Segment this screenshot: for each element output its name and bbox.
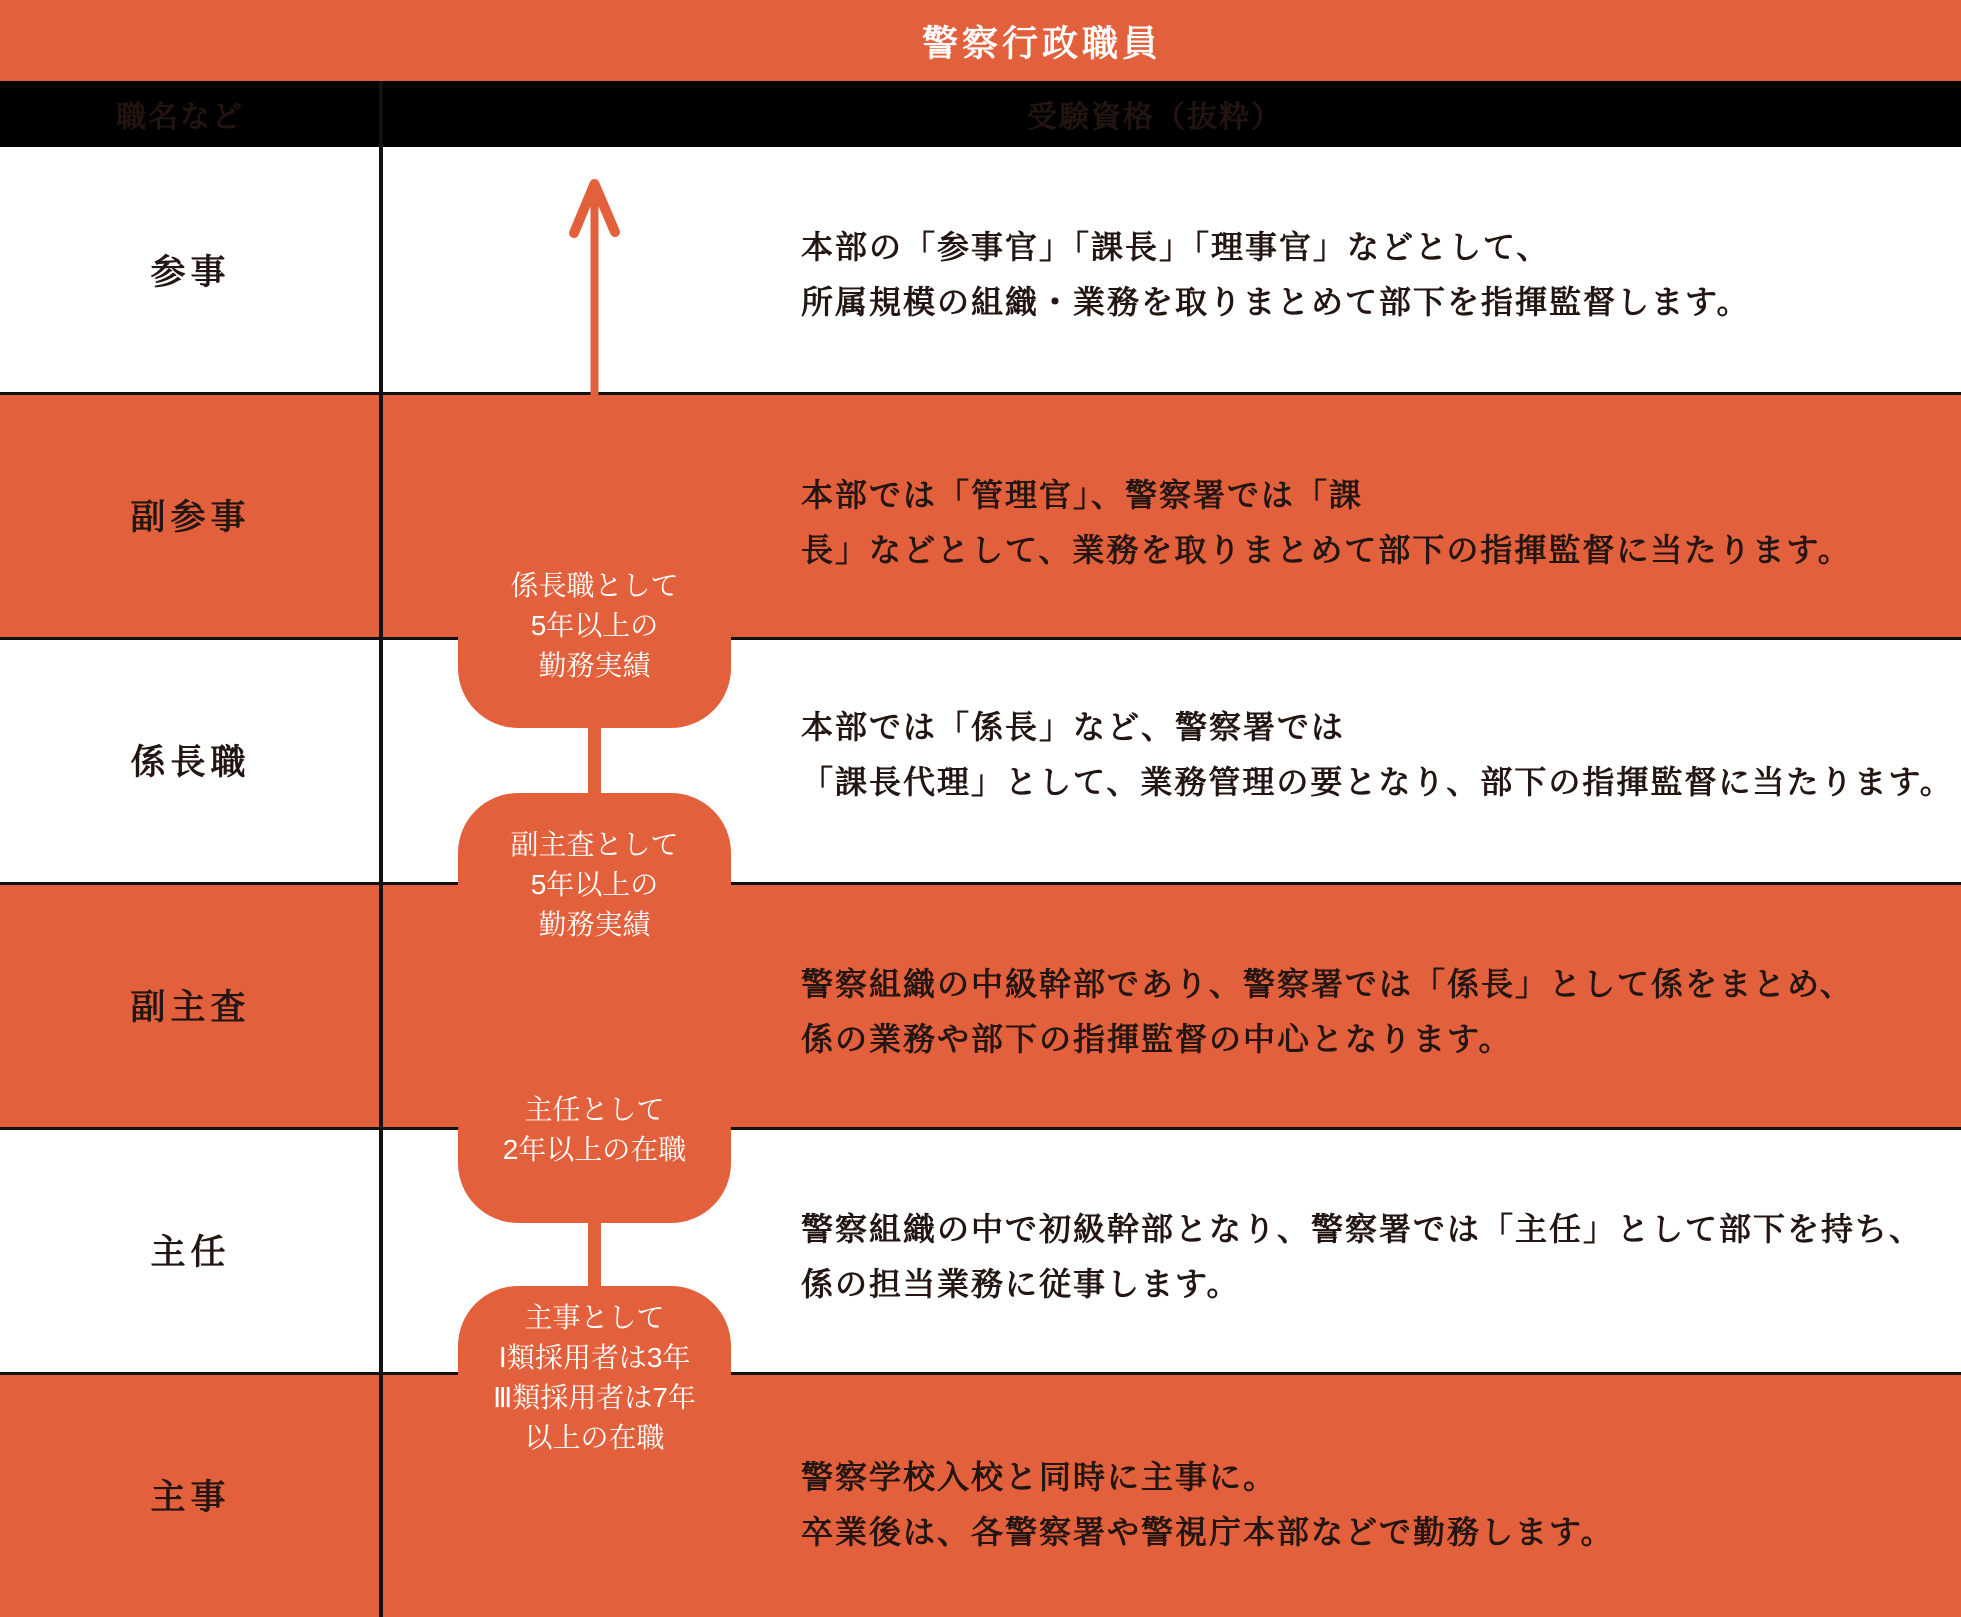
row-border-line (0, 392, 1961, 395)
rank-label-shuji: 主事 (150, 1478, 231, 1517)
rank-label-kakarichoshoku: 係長職 (130, 743, 251, 782)
promotion-step-line: 係長職として (510, 570, 679, 601)
description-line: 本部では「係長」など、警察署では (801, 709, 1346, 745)
promotion-step-line: Ⅰ類採用者は3年 (498, 1342, 691, 1373)
description-line: 係の業務や部下の指揮監督の中心となります。 (801, 1021, 1513, 1057)
row-border-line (0, 1372, 1961, 1375)
title-bar (0, 0, 1961, 81)
rank-label-fukusanji: 副参事 (130, 498, 251, 537)
description-line: 長」などとして、業務を取りまとめて部下の指揮監督に当たります。 (801, 532, 1852, 568)
description-line: 本部の「参事官」「課長」「理事官」などとして、 (801, 229, 1551, 265)
description-line: 警察組織の中で初級幹部となり、警察署では「主任」として部下を持ち、 (801, 1211, 1924, 1247)
description-line: 警察組織の中級幹部であり、警察署では「係長」として係をまとめ、 (801, 966, 1854, 1002)
promotion-step-line: 勤務実績 (538, 909, 651, 940)
column-header-job-title: 職名など (116, 101, 244, 134)
promotion-step-line: 主事として (524, 1302, 665, 1333)
description-line: 「課長代理」として、業務管理の要となり、部下の指揮監督に当たります。 (801, 764, 1954, 800)
rank-label-fukushusa: 副主査 (130, 988, 251, 1027)
row-border-line (0, 1127, 1961, 1130)
description-line: 卒業後は、各警察署や警視庁本部などで勤務します。 (801, 1514, 1615, 1550)
rank-description-shunin (801, 1202, 1923, 1312)
row-border-line (0, 882, 1961, 885)
rank-description-shuji (801, 1450, 1614, 1560)
promotion-step-line: 2年以上の在職 (502, 1134, 687, 1165)
promotion-step-line: 主任として (524, 1094, 665, 1125)
promotion-step-line: 勤務実績 (538, 650, 651, 681)
column-header-qualification: 受験資格（抜粋） (1027, 101, 1283, 134)
description-line: 本部では「管理官」、警察署では「課 (801, 477, 1364, 513)
description-line: 所属規模の組織・業務を取りまとめて部下を指揮監督します。 (801, 284, 1751, 320)
promotion-step-text-3 (458, 1090, 731, 1170)
promotion-step-text-2 (458, 825, 731, 945)
rank-description-fukusanji (801, 468, 1852, 578)
promotion-step-line: 5年以上の (530, 869, 659, 900)
rank-label-sanji: 参事 (150, 253, 231, 292)
description-line: 係の担当業務に従事します。 (801, 1266, 1241, 1302)
rank-description-kakarichoshoku (801, 700, 1954, 810)
promotion-step-line: Ⅲ類採用者は7年 (493, 1382, 696, 1413)
promotion-step-line: 5年以上の (530, 610, 659, 641)
rank-label-shunin: 主任 (150, 1233, 231, 1272)
row-border-line (0, 637, 1961, 640)
rank-description-sanji (801, 220, 1750, 330)
diagram-title: 警察行政職員 (921, 22, 1163, 63)
promotion-step-text-1 (458, 566, 731, 686)
promotion-step-text-4 (458, 1298, 731, 1458)
rank-description-fukushusa (801, 957, 1854, 1067)
column-divider-line (379, 81, 383, 1617)
promotion-step-line: 以上の在職 (524, 1422, 665, 1453)
description-line: 警察学校入校と同時に主事に。 (801, 1459, 1278, 1495)
column-header-band (0, 81, 1961, 147)
promotion-step-line: 副主査として (510, 829, 679, 860)
